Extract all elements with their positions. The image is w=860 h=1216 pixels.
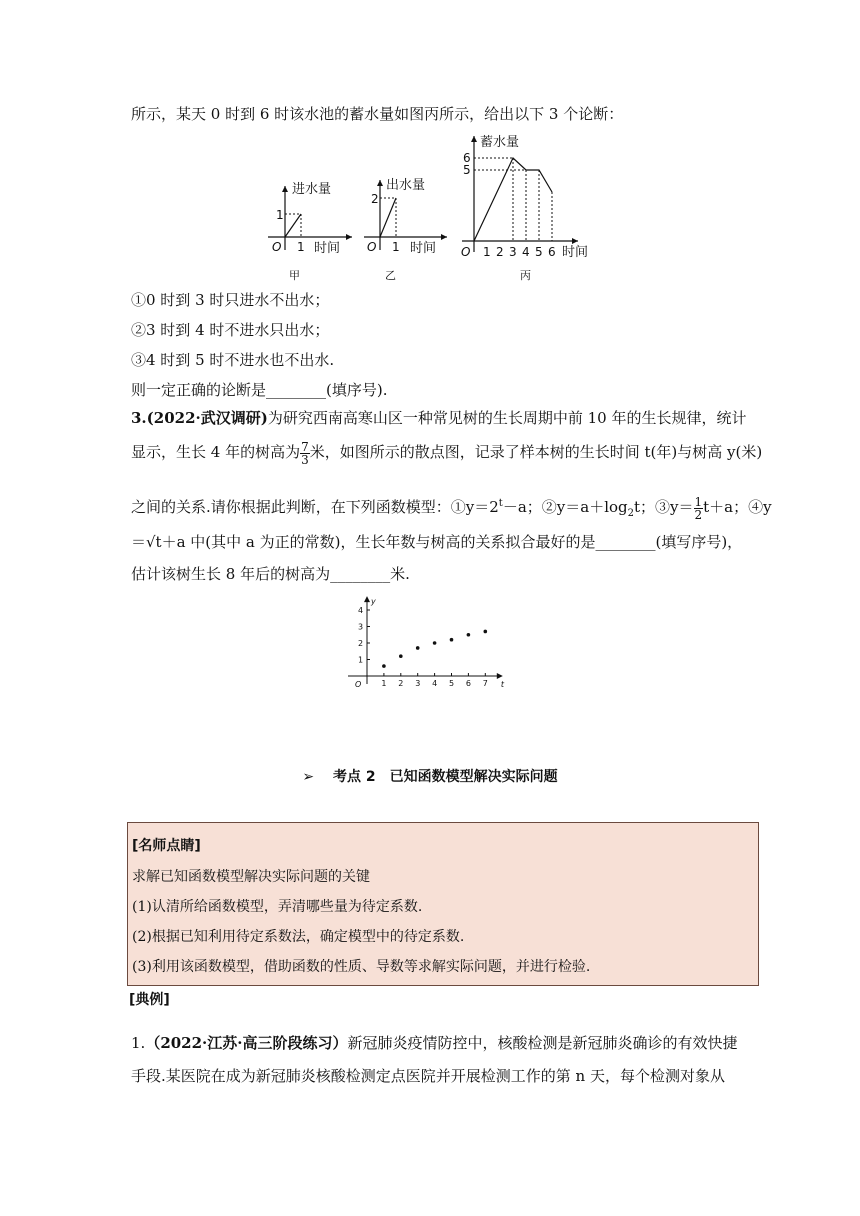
scatter-point bbox=[416, 646, 420, 650]
water-figures bbox=[0, 0, 860, 300]
yi-x-tick: 1 bbox=[392, 240, 400, 254]
frac2-denominator: 2 bbox=[694, 507, 703, 522]
example1-line-2: 手段.某医院在成为新冠肺炎核酸检测定点医院并开展检测工作的第 n 天，每个检测对象从 bbox=[131, 1067, 725, 1085]
example-heading: [典例] bbox=[129, 992, 170, 1008]
intro-line: 所示，某天 0 时到 6 时该水池的蓄水量如图丙所示，给出以下 3 个论断： bbox=[131, 105, 624, 123]
section-title-text: 考点 2 已知函数模型解决实际问题 bbox=[332, 769, 558, 785]
bing-xlabel: 时间 bbox=[562, 245, 589, 260]
scatter-x-tick-label: 3 bbox=[415, 679, 421, 688]
scatter-ylabel: y bbox=[371, 597, 376, 607]
q3-line-5: 估计该树生长 8 年后的树高为________米. bbox=[131, 565, 410, 583]
fraction-1-2 bbox=[694, 496, 704, 521]
bing-origin: O bbox=[461, 245, 471, 259]
scatter-axes bbox=[348, 596, 503, 684]
tip-line-2: (1)认清所给函数模型，弄清哪些量为待定系数. bbox=[132, 899, 423, 915]
bing-y-tick-5: 5 bbox=[463, 163, 471, 177]
q3-line1-text: 为研究西南高寒山区一种常见树的生长周期中前 10 年的生长规律，统计 bbox=[267, 409, 747, 427]
q3-line-1 bbox=[131, 408, 746, 428]
q3-line2-b: 米，如图所示的散点图，记录了样本树的生长时间 t(年)与树高 y(米) bbox=[309, 443, 763, 461]
q3-number: 3. bbox=[131, 409, 147, 427]
scatter-point bbox=[382, 664, 386, 668]
scatter-point bbox=[467, 633, 471, 637]
jia-origin: O bbox=[272, 240, 282, 254]
q3-line3-b: －a；②y＝a＋log bbox=[502, 498, 628, 516]
q3-line3-c: t；③y＝ bbox=[634, 498, 694, 516]
bing-x-tick-6: 6 bbox=[548, 245, 556, 259]
yi-origin: O bbox=[367, 240, 377, 254]
bing-x-tick-3: 3 bbox=[509, 245, 517, 259]
frac-denominator: 3 bbox=[301, 452, 309, 467]
jia-xlabel: 时间 bbox=[314, 241, 341, 256]
scatter-x-tick-label: 5 bbox=[449, 679, 455, 688]
statement-3: ③4 时到 5 时不进水也不出水. bbox=[131, 351, 335, 369]
statement-1: ①0 时到 3 时只进水不出水； bbox=[131, 291, 330, 309]
q3-sub-2: 2 bbox=[627, 508, 634, 519]
figure-bing bbox=[461, 134, 588, 282]
yi-xlabel: 时间 bbox=[410, 241, 437, 256]
bing-x-tick-1: 1 bbox=[483, 245, 491, 259]
section-title bbox=[0, 766, 860, 786]
jia-y-tick: 1 bbox=[276, 208, 284, 222]
q3-line3-d: t＋a；④y bbox=[703, 498, 772, 516]
tip-line-1: 求解已知函数模型解决实际问题的关键 bbox=[132, 869, 370, 885]
scatter-x-arrow bbox=[497, 673, 503, 679]
example1-source: （2022·江苏·高三阶段练习） bbox=[145, 1034, 348, 1052]
scatter-origin: O bbox=[355, 680, 362, 689]
frac-numerator: 7 bbox=[301, 439, 309, 454]
section-arrow-icon: ➢ bbox=[302, 769, 315, 785]
q3-line-3 bbox=[131, 492, 772, 526]
scatter-y-tick-label: 1 bbox=[358, 655, 364, 665]
scatter-point bbox=[433, 641, 437, 645]
scatter-plot bbox=[340, 588, 520, 700]
scatter-labels bbox=[355, 597, 505, 689]
yi-y-tick: 2 bbox=[371, 192, 379, 206]
jia-caption: 甲 bbox=[289, 269, 300, 282]
frac2-numerator: 1 bbox=[694, 494, 703, 509]
fraction-7-3 bbox=[300, 441, 310, 466]
q3-line2-a: 显示，生长 4 年的树高为 bbox=[131, 443, 301, 461]
scatter-x-tick-label: 1 bbox=[381, 679, 387, 688]
yi-caption: 乙 bbox=[385, 269, 396, 282]
q3-sup-t: t bbox=[498, 498, 503, 509]
jia-ylabel: 进水量 bbox=[292, 182, 332, 197]
bing-ylabel: 蓄水量 bbox=[480, 135, 520, 150]
tip-line-3: (2)根据已知利用待定系数法，确定模型中的待定系数. bbox=[132, 929, 465, 945]
scatter-point bbox=[399, 654, 403, 658]
q3-source: (2022·武汉调研) bbox=[146, 409, 268, 427]
scatter-point bbox=[450, 638, 454, 642]
statement-2: ②3 时到 4 时不进水只出水； bbox=[131, 321, 330, 339]
scatter-x-tick-label: 4 bbox=[432, 679, 438, 688]
tip-heading: [名师点睛] bbox=[132, 838, 201, 854]
scatter-y-arrow bbox=[364, 596, 370, 602]
scatter-points bbox=[382, 630, 487, 668]
scatter-y-tick-label: 4 bbox=[358, 606, 364, 615]
figure-jia bbox=[268, 181, 352, 282]
bing-y-tick-6: 6 bbox=[463, 151, 471, 165]
scatter-y-tick-label: 3 bbox=[358, 622, 364, 632]
answer-prompt: 则一定正确的论断是________(填序号). bbox=[131, 381, 388, 399]
bing-x-tick-4: 4 bbox=[522, 245, 530, 259]
example1-line-1 bbox=[131, 1033, 738, 1053]
example1-line1-text: 新冠肺炎疫情防控中，核酸检测是新冠肺炎确诊的有效快捷 bbox=[347, 1034, 738, 1052]
scatter-point bbox=[484, 630, 488, 634]
jia-x-tick: 1 bbox=[297, 240, 305, 254]
bing-x-tick-2: 2 bbox=[496, 245, 504, 259]
scatter-y-tick-label: 2 bbox=[358, 639, 364, 648]
scatter-x-tick-label: 2 bbox=[398, 679, 404, 688]
scatter-x-tick-label: 6 bbox=[465, 679, 471, 688]
bing-caption: 丙 bbox=[520, 269, 531, 282]
tip-box bbox=[127, 822, 759, 986]
figure-yi bbox=[364, 177, 447, 282]
q3-line-2 bbox=[131, 440, 762, 466]
scatter-x-tick-label: 7 bbox=[482, 679, 488, 688]
tip-line-4: (3)利用该函数模型，借助函数的性质、导数等求解实际问题，并进行检验. bbox=[132, 959, 591, 975]
bing-x-tick-5: 5 bbox=[535, 245, 543, 259]
example1-number: 1. bbox=[131, 1034, 146, 1052]
q3-line-4: ＝√t＋a 中(其中 a 为正的常数)，生长年数与树高的关系拟合最好的是________(填写序号)， bbox=[131, 533, 743, 551]
yi-ylabel: 出水量 bbox=[386, 178, 426, 193]
q3-line3-a: 之间的关系.请你根据此判断，在下列函数模型：①y＝2 bbox=[131, 498, 499, 516]
scatter-xlabel: t bbox=[500, 680, 504, 689]
